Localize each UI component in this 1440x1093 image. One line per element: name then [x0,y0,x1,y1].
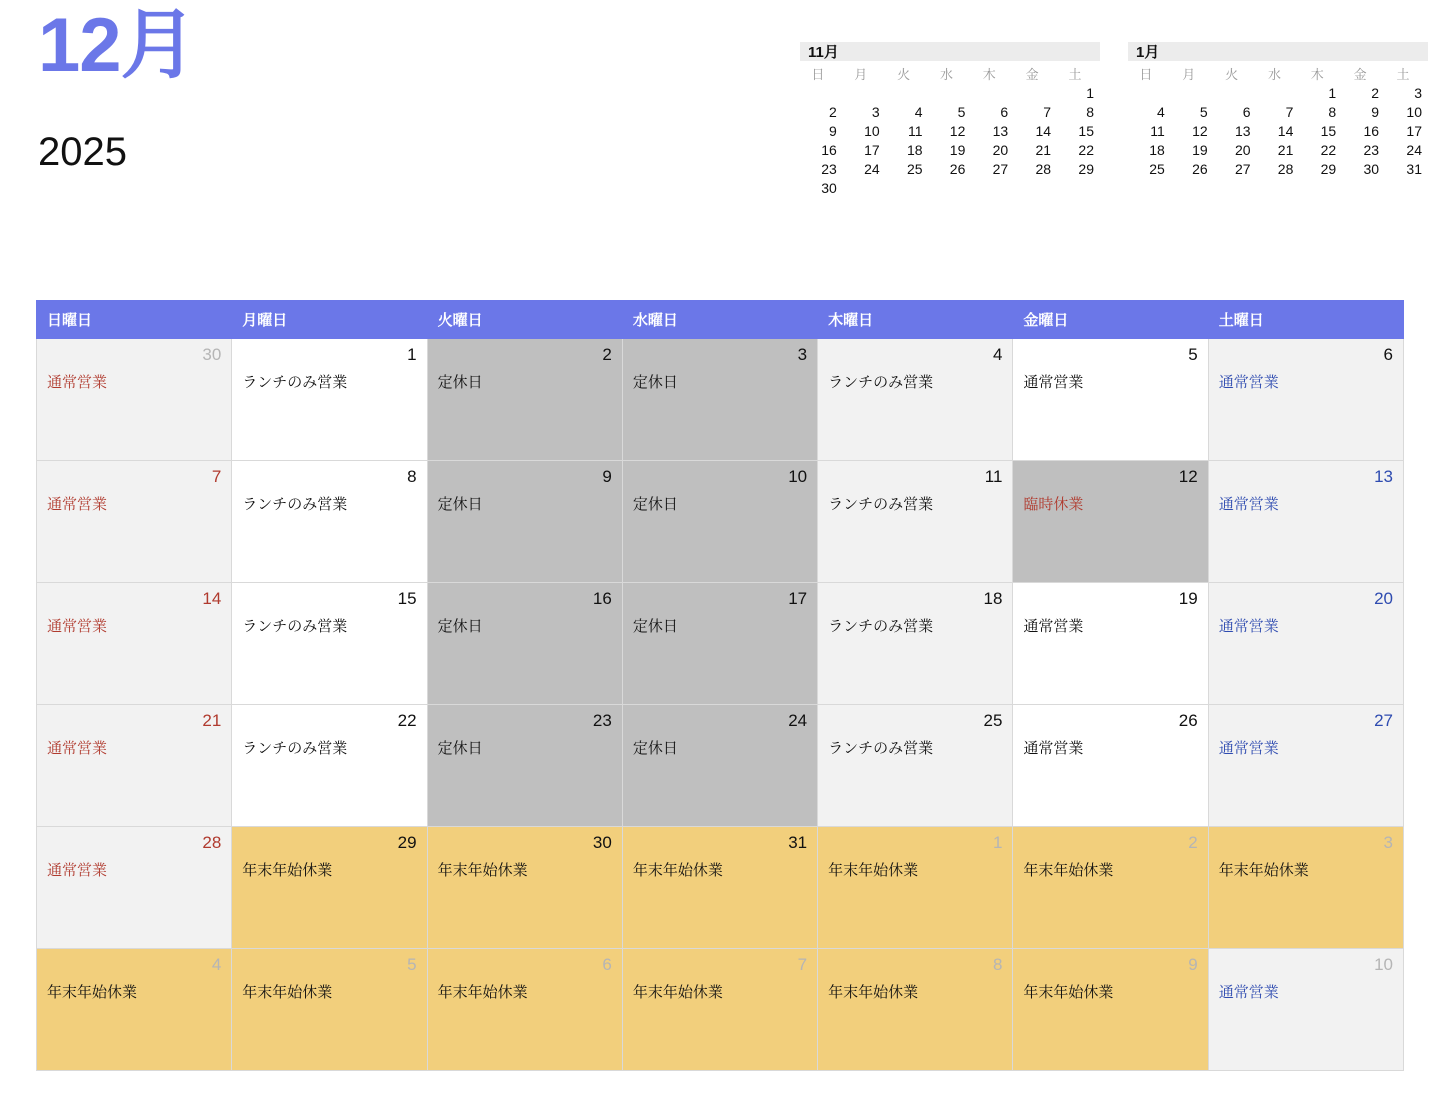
column-header-sunday: 日曜日 [37,301,232,339]
day-number: 7 [211,467,222,486]
calendar-day-cell[interactable] [1013,461,1208,583]
month-title: 12月 [38,3,196,88]
mini-weekday-mon: 月 [854,67,869,82]
day-event-label[interactable]: 定休日 [437,740,483,757]
calendar-day-cell[interactable] [818,339,1013,461]
mini-day-cell: 17 [864,142,880,158]
day-event-label[interactable]: 年末年始休業 [632,984,723,1001]
day-event-label[interactable]: 年末年始休業 [242,862,333,879]
mini-calendar-title: 1月 [1128,42,1428,61]
mini-day-cell [971,179,1014,198]
calendar-day-cell[interactable] [232,827,427,949]
day-number: 24 [788,711,808,730]
calendar-day-cell[interactable] [427,827,622,949]
mini-day-cell: 13 [1234,123,1251,139]
year-title: 2025 [38,130,127,174]
calendar-day-cell[interactable] [818,583,1013,705]
calendar-day-cell[interactable] [1013,705,1208,827]
mini-week-row [800,160,1100,179]
mini-day-cell: 31 [1406,161,1422,177]
day-event-label[interactable]: 定休日 [632,740,678,757]
mini-week-row [800,103,1100,122]
mini-day-cell: 30 [1363,161,1380,177]
mini-weekday-sat: 土 [1396,67,1411,82]
day-event-label[interactable]: 年末年始休業 [632,862,723,879]
mini-day-cell: 3 [871,104,880,120]
mini-calendar-title: 11月 [800,42,1100,61]
mini-day-cell: 26 [949,161,966,177]
mini-day-cell: 7 [1043,104,1052,120]
column-header-saturday: 土曜日 [1208,301,1403,339]
day-number: 1 [407,345,417,364]
calendar-day-cell[interactable] [1208,827,1403,949]
calendar-day-cell[interactable] [37,339,232,461]
calendar-day-cell[interactable] [1013,583,1208,705]
day-event-label[interactable]: ランチのみ営業 [242,618,348,635]
column-header-thursday: 木曜日 [818,301,1013,339]
calendar-header-row [37,301,1404,339]
calendar-day-cell[interactable] [37,705,232,827]
day-number: 3 [1383,833,1393,852]
day-number: 29 [397,833,417,852]
mini-week-row [800,141,1100,160]
mini-day-cell: 20 [992,142,1009,158]
day-event-label[interactable]: 通常営業 [1023,374,1084,391]
day-number: 2 [1188,833,1198,852]
calendar-week-row [37,339,1404,461]
day-event-label[interactable]: ランチのみ営業 [828,740,934,757]
mini-week-row [1128,103,1428,122]
mini-day-cell: 16 [1363,123,1380,139]
mini-day-cell: 12 [949,123,966,139]
day-event-label[interactable]: 定休日 [632,374,678,391]
calendar-day-cell[interactable] [1208,339,1403,461]
mini-day-cell: 15 [1320,123,1337,139]
day-number: 7 [797,955,808,974]
mini-day-cell [1014,179,1057,198]
calendar-day-cell[interactable] [818,461,1013,583]
day-number: 8 [992,955,1003,974]
mini-day-cell: 7 [1285,104,1294,120]
mini-day-cell: 26 [1192,161,1208,177]
mini-day-cell [971,84,1014,103]
mini-day-cell: 14 [1035,123,1052,139]
mini-day-cell: 1 [1328,85,1337,101]
calendar-day-cell[interactable] [427,705,622,827]
mini-day-cell [1014,84,1057,103]
day-event-label[interactable]: 年末年始休業 [1023,862,1114,879]
day-event-label[interactable]: ランチのみ営業 [242,496,348,513]
day-number: 1 [992,833,1003,852]
mini-day-cell [929,179,972,198]
day-event-label[interactable]: 年末年始休業 [47,984,138,1001]
mini-week-row [1128,160,1428,179]
day-event-label[interactable]: 通常営業 [47,618,108,635]
mini-day-cell: 14 [1277,123,1294,139]
mini-day-cell [1128,84,1171,103]
day-number: 3 [797,345,808,364]
mini-day-cell: 21 [1277,142,1294,158]
calendar-day-cell[interactable] [622,949,817,1071]
mini-weekday-wed: 水 [939,67,954,82]
day-number: 14 [202,589,222,608]
day-event-label[interactable]: 通常営業 [47,862,108,879]
mini-day-cell: 6 [1000,104,1009,120]
main-calendar [36,300,1404,1071]
calendar-day-cell[interactable] [1013,949,1208,1071]
mini-day-cell: 28 [1035,161,1052,177]
calendar-day-cell[interactable] [232,339,427,461]
day-event-label[interactable]: ランチのみ営業 [242,374,348,391]
day-event-label[interactable]: 年末年始休業 [437,984,528,1001]
column-header-wednesday: 水曜日 [622,301,817,339]
day-number: 31 [788,833,808,852]
mini-day-cell: 16 [821,142,837,158]
calendar-day-cell[interactable] [37,461,232,583]
mini-day-cell: 25 [1149,161,1165,177]
mini-calendar-body [800,84,1100,198]
mini-day-cell [1214,84,1257,103]
day-event-label[interactable]: 定休日 [437,374,483,391]
mini-week-row [800,122,1100,141]
calendar-day-cell[interactable] [427,461,622,583]
calendar-week-row [37,949,1404,1071]
day-event-label[interactable]: 定休日 [437,618,483,635]
mini-day-cell: 15 [1078,123,1094,139]
day-number: 22 [397,711,417,730]
mini-weekday-thu: 木 [982,67,997,82]
day-event-label[interactable]: ランチのみ営業 [828,618,934,635]
mini-weekday-sun: 日 [1139,67,1154,82]
calendar-week-row [37,827,1404,949]
day-number: 5 [407,955,417,974]
calendar-day-cell[interactable] [37,583,232,705]
calendar-week-row [37,583,1404,705]
mini-calendar-grid [1128,63,1428,179]
mini-day-cell: 29 [1078,161,1094,177]
mini-day-cell: 11 [1150,123,1165,139]
calendar-day-cell[interactable] [232,705,427,827]
day-event-label[interactable]: 通常営業 [1218,984,1279,1001]
day-event-label[interactable]: ランチのみ営業 [828,374,934,391]
day-event-label[interactable]: 年末年始休業 [828,984,919,1001]
mini-day-cell: 5 [1199,104,1208,120]
mini-day-cell: 4 [1157,104,1165,120]
calendar-day-cell[interactable] [232,461,427,583]
day-event-label[interactable]: 通常営業 [47,496,108,513]
calendar-day-cell[interactable] [232,949,427,1071]
day-number: 21 [202,711,222,730]
calendar-day-cell[interactable] [622,827,817,949]
day-number: 30 [592,833,612,852]
calendar-day-cell[interactable] [622,461,817,583]
mini-day-cell: 19 [1192,142,1208,158]
day-number: 23 [592,711,612,730]
mini-day-cell: 6 [1242,104,1251,120]
day-event-label[interactable]: 年末年始休業 [1218,862,1309,879]
day-event-label[interactable]: 通常営業 [47,374,108,391]
mini-weekday-tue: 火 [897,67,912,82]
mini-day-cell: 21 [1035,142,1052,158]
mini-day-cell [800,84,843,103]
mini-week-row [800,84,1100,103]
mini-day-cell [843,179,886,198]
mini-day-cell: 12 [1192,123,1208,139]
mini-weekday-thu: 木 [1310,67,1325,82]
day-event-label[interactable]: 年末年始休業 [242,984,333,1001]
day-event-label[interactable]: 通常営業 [1218,740,1279,757]
day-event-label[interactable]: 定休日 [632,496,678,513]
day-number: 5 [1188,345,1198,364]
day-number: 19 [1178,589,1198,608]
mini-calendar-next-month [1128,42,1428,179]
day-number: 27 [1374,711,1393,730]
mini-day-cell: 18 [1149,142,1165,158]
calendar-day-cell[interactable] [1013,827,1208,949]
column-header-monday: 月曜日 [232,301,427,339]
calendar-day-cell[interactable] [1208,949,1403,1071]
mini-day-cell: 2 [829,104,837,120]
calendar-day-cell[interactable] [622,705,817,827]
day-number: 12 [1178,467,1198,486]
day-number: 28 [202,833,222,852]
day-number: 6 [602,955,612,974]
mini-day-cell [1257,84,1300,103]
calendar-week-row [37,461,1404,583]
day-number: 4 [992,345,1003,364]
mini-weekday-sun: 日 [811,67,826,82]
calendar-day-cell[interactable] [818,949,1013,1071]
day-number: 4 [211,955,222,974]
day-event-label[interactable]: 通常営業 [47,740,108,757]
calendar-day-cell[interactable] [37,949,232,1071]
column-header-tuesday: 火曜日 [427,301,622,339]
day-number: 13 [1374,467,1393,486]
column-header-friday: 金曜日 [1013,301,1208,339]
mini-calendar-grid [800,63,1100,198]
day-number: 26 [1178,711,1198,730]
mini-day-cell: 17 [1406,123,1422,139]
mini-weekday-fri: 金 [1025,67,1040,82]
mini-weekday-row [1128,63,1428,84]
mini-day-cell: 24 [864,161,880,177]
day-number: 30 [202,345,222,364]
mini-day-cell: 4 [914,104,923,120]
day-number: 2 [602,345,612,364]
calendar-day-cell[interactable] [1208,705,1403,827]
mini-day-cell [929,84,972,103]
mini-week-row [1128,84,1428,103]
day-event-label[interactable]: 定休日 [632,618,678,635]
day-number: 18 [983,589,1003,608]
day-number: 16 [592,589,612,608]
day-event-label[interactable]: 通常営業 [1218,374,1279,391]
day-number: 9 [602,467,612,486]
calendar-body [37,339,1404,1071]
calendar-day-cell[interactable] [1013,339,1208,461]
day-event-label[interactable]: 通常営業 [1023,740,1084,757]
mini-day-cell: 30 [821,180,837,196]
mini-day-cell: 8 [1086,104,1094,120]
day-event-label[interactable]: 通常営業 [1023,618,1084,635]
calendar-week-row [37,705,1404,827]
day-number: 15 [397,589,417,608]
day-number: 10 [1374,955,1393,974]
day-event-label[interactable]: 通常営業 [1218,618,1279,635]
mini-day-cell: 28 [1277,161,1294,177]
calendar-day-cell[interactable] [622,339,817,461]
mini-day-cell [1057,179,1100,198]
mini-calendar-previous-month [800,42,1100,198]
mini-weekday-wed: 水 [1267,67,1282,82]
mini-week-row [800,179,1100,198]
mini-weekday-mon: 月 [1182,67,1197,82]
mini-calendar-body [1128,84,1428,179]
mini-day-cell: 9 [829,123,837,139]
day-event-label[interactable]: 年末年始休業 [437,862,528,879]
mini-day-cell: 10 [864,123,880,139]
day-event-label[interactable]: ランチのみ営業 [242,740,348,757]
mini-day-cell: 22 [1320,142,1337,158]
day-number: 25 [983,711,1003,730]
mini-day-cell: 24 [1406,142,1422,158]
mini-weekday-tue: 火 [1225,67,1240,82]
mini-day-cell: 18 [906,142,923,158]
calendar-day-cell[interactable] [818,705,1013,827]
calendar-day-cell[interactable] [1208,583,1403,705]
calendar-day-cell[interactable] [427,949,622,1071]
mini-day-cell: 8 [1328,104,1337,120]
mini-day-cell: 5 [957,104,966,120]
mini-weekday-fri: 金 [1353,67,1368,82]
mini-day-cell: 3 [1414,85,1422,101]
calendar-day-cell[interactable] [1208,461,1403,583]
mini-week-row [1128,122,1428,141]
mini-day-cell: 13 [992,123,1009,139]
mini-weekday-sat: 土 [1068,67,1083,82]
mini-day-cell: 19 [949,142,966,158]
mini-day-cell: 27 [1234,161,1251,177]
day-number: 11 [984,467,1003,486]
day-number: 8 [407,467,417,486]
day-number: 6 [1383,345,1393,364]
day-number: 10 [788,467,808,486]
mini-day-cell [886,84,929,103]
calendar-day-cell[interactable] [818,827,1013,949]
mini-day-cell: 10 [1406,104,1422,120]
mini-day-cell [886,179,929,198]
day-event-label[interactable]: ランチのみ営業 [828,496,934,513]
mini-day-cell: 1 [1086,85,1094,101]
calendar-day-cell[interactable] [622,583,817,705]
day-number: 17 [788,589,808,608]
mini-day-cell [843,84,886,103]
calendar-day-cell[interactable] [427,339,622,461]
day-event-label[interactable]: 年末年始休業 [828,862,919,879]
mini-day-cell: 2 [1371,85,1380,101]
mini-week-row [1128,141,1428,160]
day-event-label[interactable]: 通常営業 [1218,496,1279,513]
calendar-day-cell[interactable] [232,583,427,705]
day-event-label[interactable]: 年末年始休業 [1023,984,1114,1001]
mini-day-cell [1171,84,1214,103]
mini-day-cell: 25 [906,161,923,177]
mini-day-cell: 23 [821,161,837,177]
mini-day-cell: 29 [1320,161,1337,177]
mini-day-cell: 27 [992,161,1009,177]
mini-weekday-row [800,63,1100,84]
mini-day-cell: 22 [1078,142,1094,158]
day-event-label[interactable]: 臨時休業 [1023,496,1084,513]
mini-day-cell: 9 [1371,104,1380,120]
mini-day-cell: 11 [907,123,923,139]
mini-day-cell: 23 [1363,142,1380,158]
mini-day-cell: 20 [1234,142,1251,158]
calendar-day-cell[interactable] [37,827,232,949]
day-number: 9 [1188,955,1198,974]
day-number: 20 [1374,589,1393,608]
day-event-label[interactable]: 定休日 [437,496,483,513]
calendar-day-cell[interactable] [427,583,622,705]
